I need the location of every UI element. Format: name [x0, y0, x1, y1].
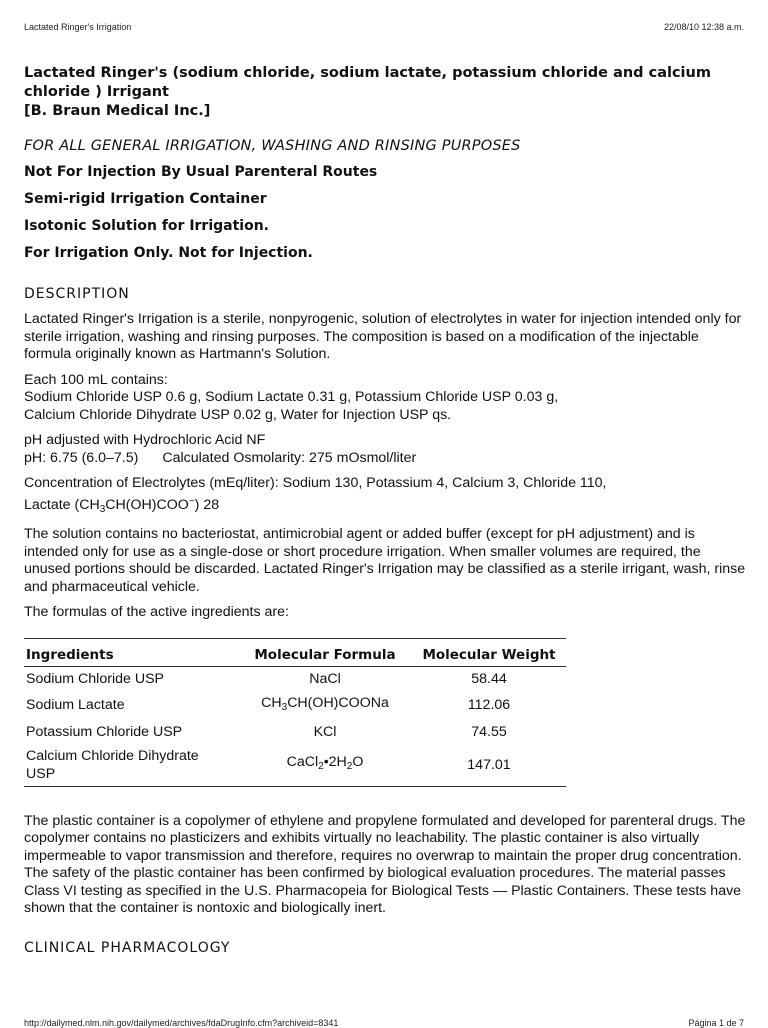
- ingredient-weight: 74.55: [471, 723, 507, 740]
- container-type: Semi-rigid Irrigation Container: [24, 191, 267, 207]
- ph-paragraph: [24, 432, 746, 467]
- page-indicator: Página 1 de 7: [688, 1018, 744, 1028]
- ingredient-name: [24, 744, 238, 787]
- document-body: [24, 64, 746, 956]
- ingredient-formula: KCl: [313, 723, 337, 740]
- table-row: [24, 691, 566, 720]
- header-molecular-formula: Molecular Formula: [238, 638, 412, 666]
- print-header-title: Lactated Ringer's Irrigation: [24, 22, 132, 32]
- contents-paragraph: [24, 372, 746, 425]
- ingredient-weight: 112.06: [467, 697, 511, 713]
- contents-line-2: Sodium Chloride USP 0.6 g, Sodium Lactate 0.31 g, Potassium Chloride USP 0.03 g,: [24, 389, 559, 405]
- electrolytes-line-1: Concentration of Electrolytes (mEq/liter): Sodium 130, Potassium 4, Calcium 3, Chloride 110,: [24, 475, 607, 491]
- warning-not-for-injection: Not For Injection By Usual Parenteral Routes: [24, 164, 378, 180]
- table-header-row: [24, 638, 566, 666]
- print-footer: [24, 1018, 744, 1028]
- ingredients-table: [24, 638, 566, 787]
- formula-subscript: 2: [346, 761, 353, 772]
- ingredient-formula: NaCl: [309, 670, 341, 687]
- irrigation-only-note: For Irrigation Only. Not for Injection.: [24, 245, 313, 261]
- print-header: [24, 22, 744, 32]
- description-heading: DESCRIPTION: [24, 286, 130, 302]
- table-row: [24, 666, 566, 691]
- ingredient-formula: [238, 691, 412, 720]
- lactate-text: Lactate (CH: [24, 496, 100, 513]
- header-ingredients: Ingredients: [24, 638, 238, 666]
- formula-part: CH(OH)COONa: [287, 694, 389, 711]
- lactate-formula-mid: CH(OH)COO: [105, 496, 189, 513]
- ingredient-name: Sodium Lactate: [26, 697, 125, 713]
- purpose-subtitle: FOR ALL GENERAL IRRIGATION, WASHING AND RINSING PURPOSES: [24, 138, 521, 154]
- ph-value: pH: 6.75 (6.0–7.5): [24, 449, 139, 466]
- header-molecular-weight: Molecular Weight: [412, 638, 566, 666]
- formula-part: •2H: [323, 754, 347, 770]
- electrolytes-paragraph: [24, 475, 746, 518]
- clinical-pharmacology-heading: CLINICAL PHARMACOLOGY: [24, 939, 231, 956]
- lactate-subscript: 3: [99, 503, 106, 515]
- print-header-timestamp: 22/08/10 12:38 a.m.: [663, 22, 744, 32]
- ingredient-name-line-1: Calcium Chloride Dihydrate: [26, 747, 199, 764]
- document-title: [24, 64, 746, 121]
- contents-line-3: Calcium Chloride Dihydrate USP 0.02 g, Water for Injection USP qs.: [24, 406, 452, 423]
- contents-line-1: Each 100 mL contains:: [24, 371, 168, 388]
- ingredient-name-line-2: USP: [26, 765, 56, 782]
- ingredient-weight: 58.44: [471, 670, 507, 687]
- ingredient-name: Potassium Chloride USP: [26, 723, 183, 740]
- ingredient-weight: 147.01: [467, 756, 511, 773]
- ph-adjusted-line: pH adjusted with Hydrochloric Acid NF: [24, 432, 266, 448]
- lactate-value: ) 28: [194, 496, 220, 513]
- source-url-link[interactable]: http://dailymed.nlm.nih.gov/dailymed/archives/fdaDrugInfo.cfm?archiveid=8341: [24, 1018, 339, 1028]
- formula-part: CaCl: [286, 754, 319, 770]
- ingredient-name: Sodium Chloride USP: [26, 670, 164, 687]
- plastic-container-paragraph: The plastic container is a copolymer of ethylene and propylene formulated and developed for parenteral drugs. The copolymer contains no plasticizers and exhibits virtually no leachability. The plastic container is also virtually impermeable to vapor transmission and therefore, requires no overwrap to maintain the proper drug concentration. The safety of the plastic container has been confirmed by biological evaluation procedures. The material passes Class VI testing as specified in the U.S. Pharmacopeia for Biological Tests — Plastic Containers. These tests have shown that the container is nontoxic and biologically inert.: [24, 812, 746, 916]
- title-line-2: chloride ) Irrigant: [24, 84, 169, 100]
- formulas-intro: The formulas of the active ingredients are:: [24, 604, 289, 620]
- table-row: [24, 744, 566, 787]
- table-row: [24, 720, 566, 744]
- lactate-superscript: −: [188, 495, 195, 507]
- bacteriostat-paragraph: The solution contains no bacteriostat, antimicrobial agent or added buffer (except for pH adjustment) and is intended only for use as a single-dose or short procedure irrigation. When smaller volumes are required, the unused portions should be discarded. Lactated Ringer's Irrigation may be classified as a sterile irrigant, wash, rinse and pharmaceutical vehicle.: [24, 526, 746, 595]
- description-intro: Lactated Ringer's Irrigation is a sterile, nonpyrogenic, solution of electrolytes in water for injection intended only for sterile irrigation, washing and rinsing purposes. The composition is based on a modification of the injectable formula originally known as Hartmann's Solution.: [24, 311, 742, 362]
- formula-part: CH: [261, 694, 282, 711]
- formula-subscript: 3: [281, 701, 288, 713]
- ingredient-formula: [238, 744, 412, 787]
- isotonic-note: Isotonic Solution for Irrigation.: [24, 218, 269, 234]
- title-line-1: Lactated Ringer's (sodium chloride, sodium lactate, potassium chloride and calcium: [24, 65, 711, 81]
- manufacturer-line: [B. Braun Medical Inc.]: [24, 103, 211, 119]
- formula-part: O: [352, 754, 364, 770]
- osmolarity-value: Calculated Osmolarity: 275 mOsmol/liter: [162, 449, 417, 466]
- formula-subscript: 2: [318, 761, 324, 772]
